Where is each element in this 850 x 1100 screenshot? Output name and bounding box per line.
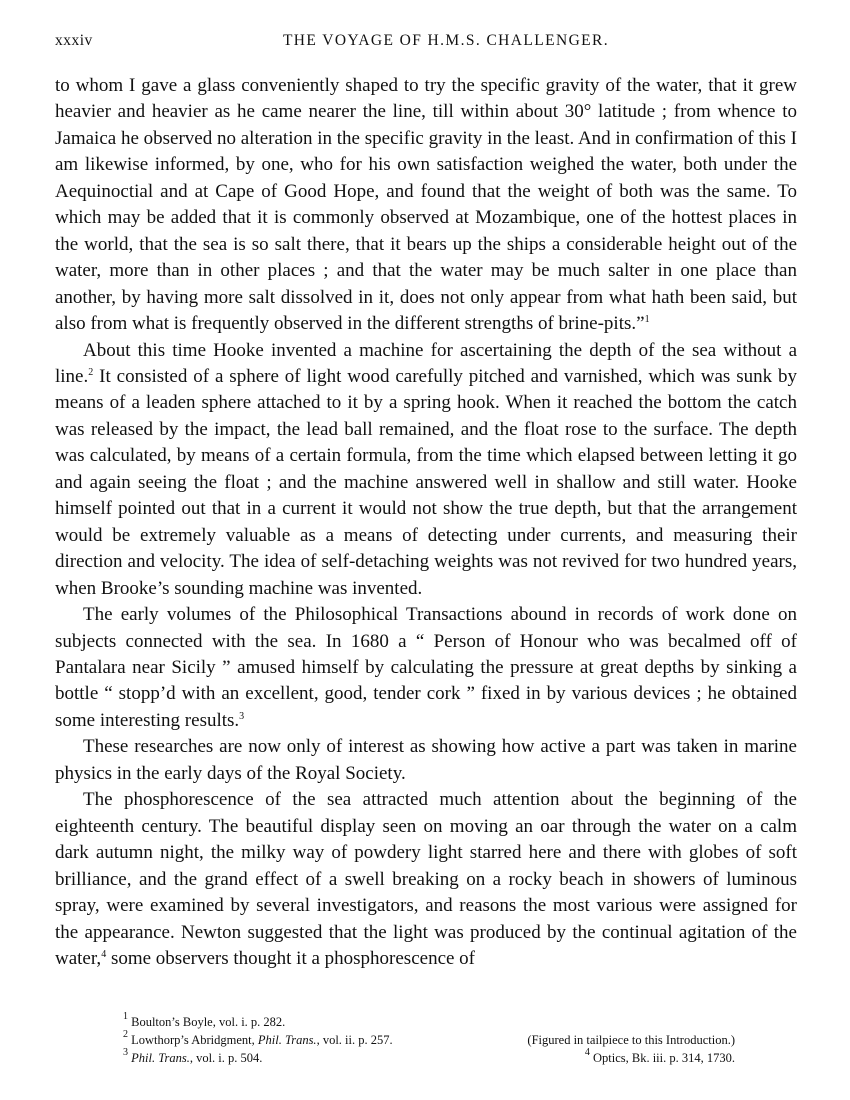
page-number: xxxiv xyxy=(55,32,93,49)
paragraph-text: About this time Hooke invented a machine for ascertaining the depth of the sea without a line. xyxy=(55,339,797,387)
footnote-ref-2: 2 xyxy=(88,366,94,378)
footnote-ref-4: 4 xyxy=(101,948,107,960)
footnote-journal: Phil. Trans. xyxy=(257,1033,317,1047)
paragraph-text: It consisted of a sphere of light wood carefully pitched and varnished, which was sunk by means of a leaden sphere attached to it by a spring hook. When it reached the bottom the catch was released by the impact, the lead ball remained, and the float rose to the surface. The depth was calculated, by means of a certain formula, from the time which elapsed between letting it go and again seeing the float ; and the machine answered well in shallow and still water. Hooke himself pointed out that in a current it would not show the true depth, but that the arrangement would be extremely valuable as a means of detecting under currents, and measuring their direction and velocity. The idea of self-detaching weights was not revived for two hundred years, when Brooke’s sounding machine was invented. xyxy=(55,365,797,599)
footnote-4 xyxy=(585,1049,735,1067)
paragraph-text: The early volumes of the Philosophical Transactions abound in records of work done on subjects connected with the sea. In 1680 a “ Person of Honour who was becalmed off of Pantalara near Sicily ” amused himself by calculating the pressure at great depths by sinking a bottle “ stopp’d with an excellent, good, tender cork ” fixed in by various devices ; he obtained some interesting results. xyxy=(55,604,797,731)
paragraph-philosophical-transactions xyxy=(55,602,797,734)
paragraph-text: to whom I gave a glass conveniently shaped to try the specific gravity of the water, that it grew heavier and heavier as he came nearer the line, till within about 30° latitude ; from whence to Jamaica he observed no alteration in the specific gravity in the least. And in confirmation of this I am likewise informed, by one, who for his own satisfaction weighed the water, both under the Aequinoctial and at Cape of Good Hope, and found that the weight of both was the same. To which may be added that it is commonly observed at Mozambique, one of the hottest places in the world, that the sea is so salt there, that it bears up the ships a considerable height out of the water, more than in other places ; and that the water may be much salter in one place than another, by having more salt dissolved in it, does not only appear from what hath been said, but also from what is frequently observed in the different strengths of brine-pits.” xyxy=(55,75,797,335)
footnote-mark: 3 xyxy=(123,1047,128,1058)
footnote-mark: 1 xyxy=(123,1011,128,1022)
book-page xyxy=(55,0,797,1100)
footnote-ref-3: 3 xyxy=(239,710,245,722)
paragraph-text: These researches are now only of interest as showing how active a part was taken in marine physics in the early days of the Royal Society. xyxy=(55,736,797,784)
footnote-mark: 4 xyxy=(584,1047,590,1058)
footnote-text: Lowthorp’s Abridgment, xyxy=(128,1033,258,1047)
footnote-journal: Phil. Trans. xyxy=(131,1051,190,1065)
running-title: THE VOYAGE OF H.M.S. CHALLENGER. xyxy=(282,32,610,49)
footnote-text: , vol. i. p. 504. xyxy=(189,1051,263,1065)
paragraph-hooke-machine xyxy=(55,338,797,603)
footnote-mark: 2 xyxy=(123,1029,128,1040)
page-header xyxy=(55,32,797,56)
footnotes xyxy=(123,1013,735,1067)
footnote-text: Optics, Bk. iii. p. 314, 1730. xyxy=(589,1051,735,1065)
paragraph-royal-society xyxy=(55,734,797,787)
body-text xyxy=(55,73,797,972)
paragraph-boyle-quote xyxy=(55,73,797,338)
paragraph-text: some observers thought it a phosphorescence of xyxy=(106,947,476,969)
paragraph-text: The phosphorescence of the sea attracted much attention about the beginning of the eighteenth century. The beautiful display seen on moving an oar through the water on a calm dark autumn night, the milky way of powdery light starred here and there with globes of soft brilliance, and the grand effect of a swell breaking on a rocky beach in showers of luminous spray, were examined by several investigators, and reasons the most various were assigned for the appearance. Newton suggested that the light was produced by the continual agitation of the water, xyxy=(55,789,797,969)
footnote-remark: (Figured in tailpiece to this Introduction.) xyxy=(527,1033,735,1047)
paragraph-phosphorescence xyxy=(55,787,797,972)
footnote-ref-1: 1 xyxy=(644,314,650,326)
footnote-1 xyxy=(123,1013,735,1031)
footnote-3 xyxy=(123,1049,735,1067)
footnote-text: Boulton’s Boyle, vol. i. p. 282. xyxy=(128,1015,286,1029)
footnote-2 xyxy=(123,1031,735,1049)
footnote-text: , vol. ii. p. 257. xyxy=(316,1033,393,1047)
